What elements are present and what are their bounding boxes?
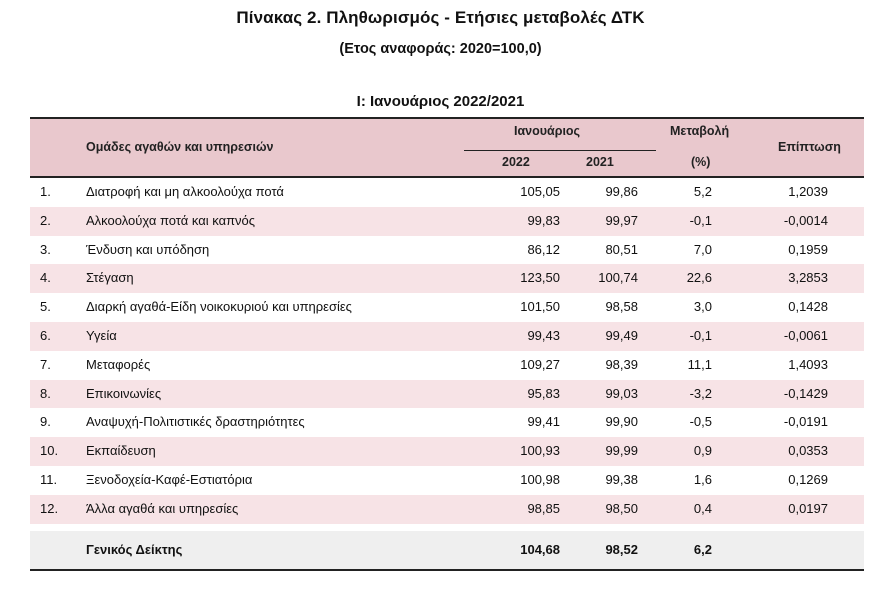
row-group-name: Αλκοολούχα ποτά και καπνός [86, 212, 256, 228]
row-impact: -0,0014 [783, 212, 828, 228]
table-row [30, 322, 864, 351]
row-value-2021: 99,86 [605, 184, 638, 199]
row-impact: 0,1959 [788, 241, 828, 257]
row-number: 6. [40, 328, 51, 343]
total-change: 6,2 [693, 542, 712, 557]
row-group-name: Διατροφή και μη αλκοολούχα ποτά [86, 184, 284, 199]
row-change: 5,2 [693, 184, 712, 199]
row-impact: 0,0197 [788, 500, 828, 516]
row-change: -3,2 [689, 385, 712, 401]
row-change: 0,9 [693, 443, 712, 459]
row-value-2022: 99,43 [527, 328, 560, 343]
row-impact: 1,4093 [788, 356, 828, 372]
row-group-name: Μεταφορές [86, 356, 151, 372]
row-group-name: Υγεία [86, 328, 117, 343]
row-impact: 1,2039 [788, 184, 828, 199]
row-impact: 0,1428 [788, 299, 828, 315]
row-number: 1. [40, 184, 51, 199]
row-value-2021: 99,99 [605, 443, 638, 459]
period-label: Ι: Ιανουάριος 2022/2021 [356, 93, 525, 110]
header-change: Μεταβολή [670, 124, 730, 138]
table-row [30, 293, 864, 322]
row-impact: 0,0353 [788, 443, 828, 459]
row-change: 1,6 [693, 472, 712, 487]
row-number: 3. [40, 241, 51, 257]
row-value-2021: 99,90 [605, 414, 638, 430]
row-number: 4. [40, 270, 51, 286]
row-value-2022: 101,50 [520, 299, 560, 315]
table-row [30, 207, 864, 236]
total-2022: 104,68 [520, 542, 560, 557]
row-change: -0,1 [689, 212, 712, 228]
total-name: Γενικός Δείκτης [86, 542, 183, 557]
total-row [30, 531, 864, 569]
row-group-name: Άλλα αγαθά και υπηρεσίες [86, 500, 239, 516]
row-value-2021: 100,74 [598, 270, 638, 286]
row-value-2021: 98,39 [605, 356, 638, 372]
row-value-2021: 99,49 [605, 328, 638, 343]
row-number: 9. [40, 414, 51, 430]
row-value-2022: 123,50 [520, 270, 560, 286]
table-row [30, 495, 864, 524]
table-row [30, 351, 864, 380]
total-2021: 98,52 [605, 542, 638, 557]
row-impact: 0,1269 [788, 472, 828, 487]
table-row [30, 380, 864, 409]
row-number: 10. [40, 443, 59, 459]
row-value-2021: 99,38 [605, 472, 638, 487]
row-number: 11. [40, 472, 58, 487]
table-row [30, 437, 864, 466]
row-change: 7,0 [693, 241, 712, 257]
row-group-name: Επικοινωνίες [86, 385, 162, 401]
table-title: Πίνακας 2. Πληθωρισμός - Ετήσιες μεταβολές ΔΤΚ [236, 8, 645, 27]
row-value-2022: 109,27 [520, 356, 560, 372]
table-subtitle: (Ετος αναφοράς: 2020=100,0) [339, 41, 542, 57]
row-change: 3,0 [693, 299, 712, 315]
table-row [30, 466, 864, 495]
row-number: 8. [40, 385, 51, 401]
row-group-name: Διαρκή αγαθά-Είδη νοικοκυριού και υπηρεσίες [86, 299, 352, 315]
row-number: 12. [40, 500, 59, 516]
row-number: 5. [40, 299, 51, 315]
header-year-2022: 2022 [502, 155, 530, 169]
header-group-col: Ομάδες αγαθών και υπηρεσιών [86, 140, 274, 154]
row-value-2022: 99,83 [527, 212, 560, 228]
row-value-2022: 100,98 [520, 472, 560, 487]
table-row [30, 236, 864, 265]
row-group-name: Ένδυση και υπόδηση [86, 241, 210, 257]
row-change: 0,4 [693, 500, 712, 516]
table-header [30, 119, 864, 176]
row-value-2021: 99,03 [605, 385, 638, 401]
table-row [30, 178, 864, 207]
row-value-2022: 98,85 [527, 500, 560, 516]
row-group-name: Αναψυχή-Πολιτιστικές δραστηριότητες [86, 414, 305, 430]
row-number: 2. [40, 212, 51, 228]
header-month-rule [464, 150, 656, 151]
row-value-2021: 80,51 [605, 241, 638, 257]
header-impact: Επίπτωση [778, 140, 841, 154]
row-value-2022: 100,93 [520, 443, 560, 459]
row-group-name: Ξενοδοχεία-Καφέ-Εστιατόρια [86, 472, 253, 487]
row-number: 7. [40, 356, 51, 372]
row-change: -0,5 [689, 414, 712, 430]
header-month: Ιανουάριος [514, 124, 581, 138]
row-value-2022: 105,05 [520, 184, 560, 199]
row-value-2022: 99,41 [527, 414, 560, 430]
row-value-2021: 98,58 [605, 299, 638, 315]
row-value-2022: 95,83 [527, 385, 560, 401]
row-value-2021: 99,97 [605, 212, 638, 228]
row-impact: 3,2853 [788, 270, 828, 286]
row-value-2022: 86,12 [527, 241, 560, 257]
table-bottom-rule [30, 569, 864, 571]
row-impact: -0,1429 [783, 385, 828, 401]
table-row [30, 408, 864, 437]
row-change: 11,1 [687, 356, 712, 372]
table-row [30, 264, 864, 293]
row-impact: -0,0061 [783, 328, 828, 343]
header-change-unit: (%) [691, 155, 711, 169]
row-impact: -0,0191 [783, 414, 828, 430]
row-change: 22,6 [686, 270, 712, 286]
row-value-2021: 98,50 [605, 500, 638, 516]
row-change: -0,1 [689, 328, 712, 343]
row-group-name: Στέγαση [86, 270, 134, 286]
row-group-name: Εκπαίδευση [86, 443, 156, 459]
header-year-2021: 2021 [586, 155, 614, 169]
